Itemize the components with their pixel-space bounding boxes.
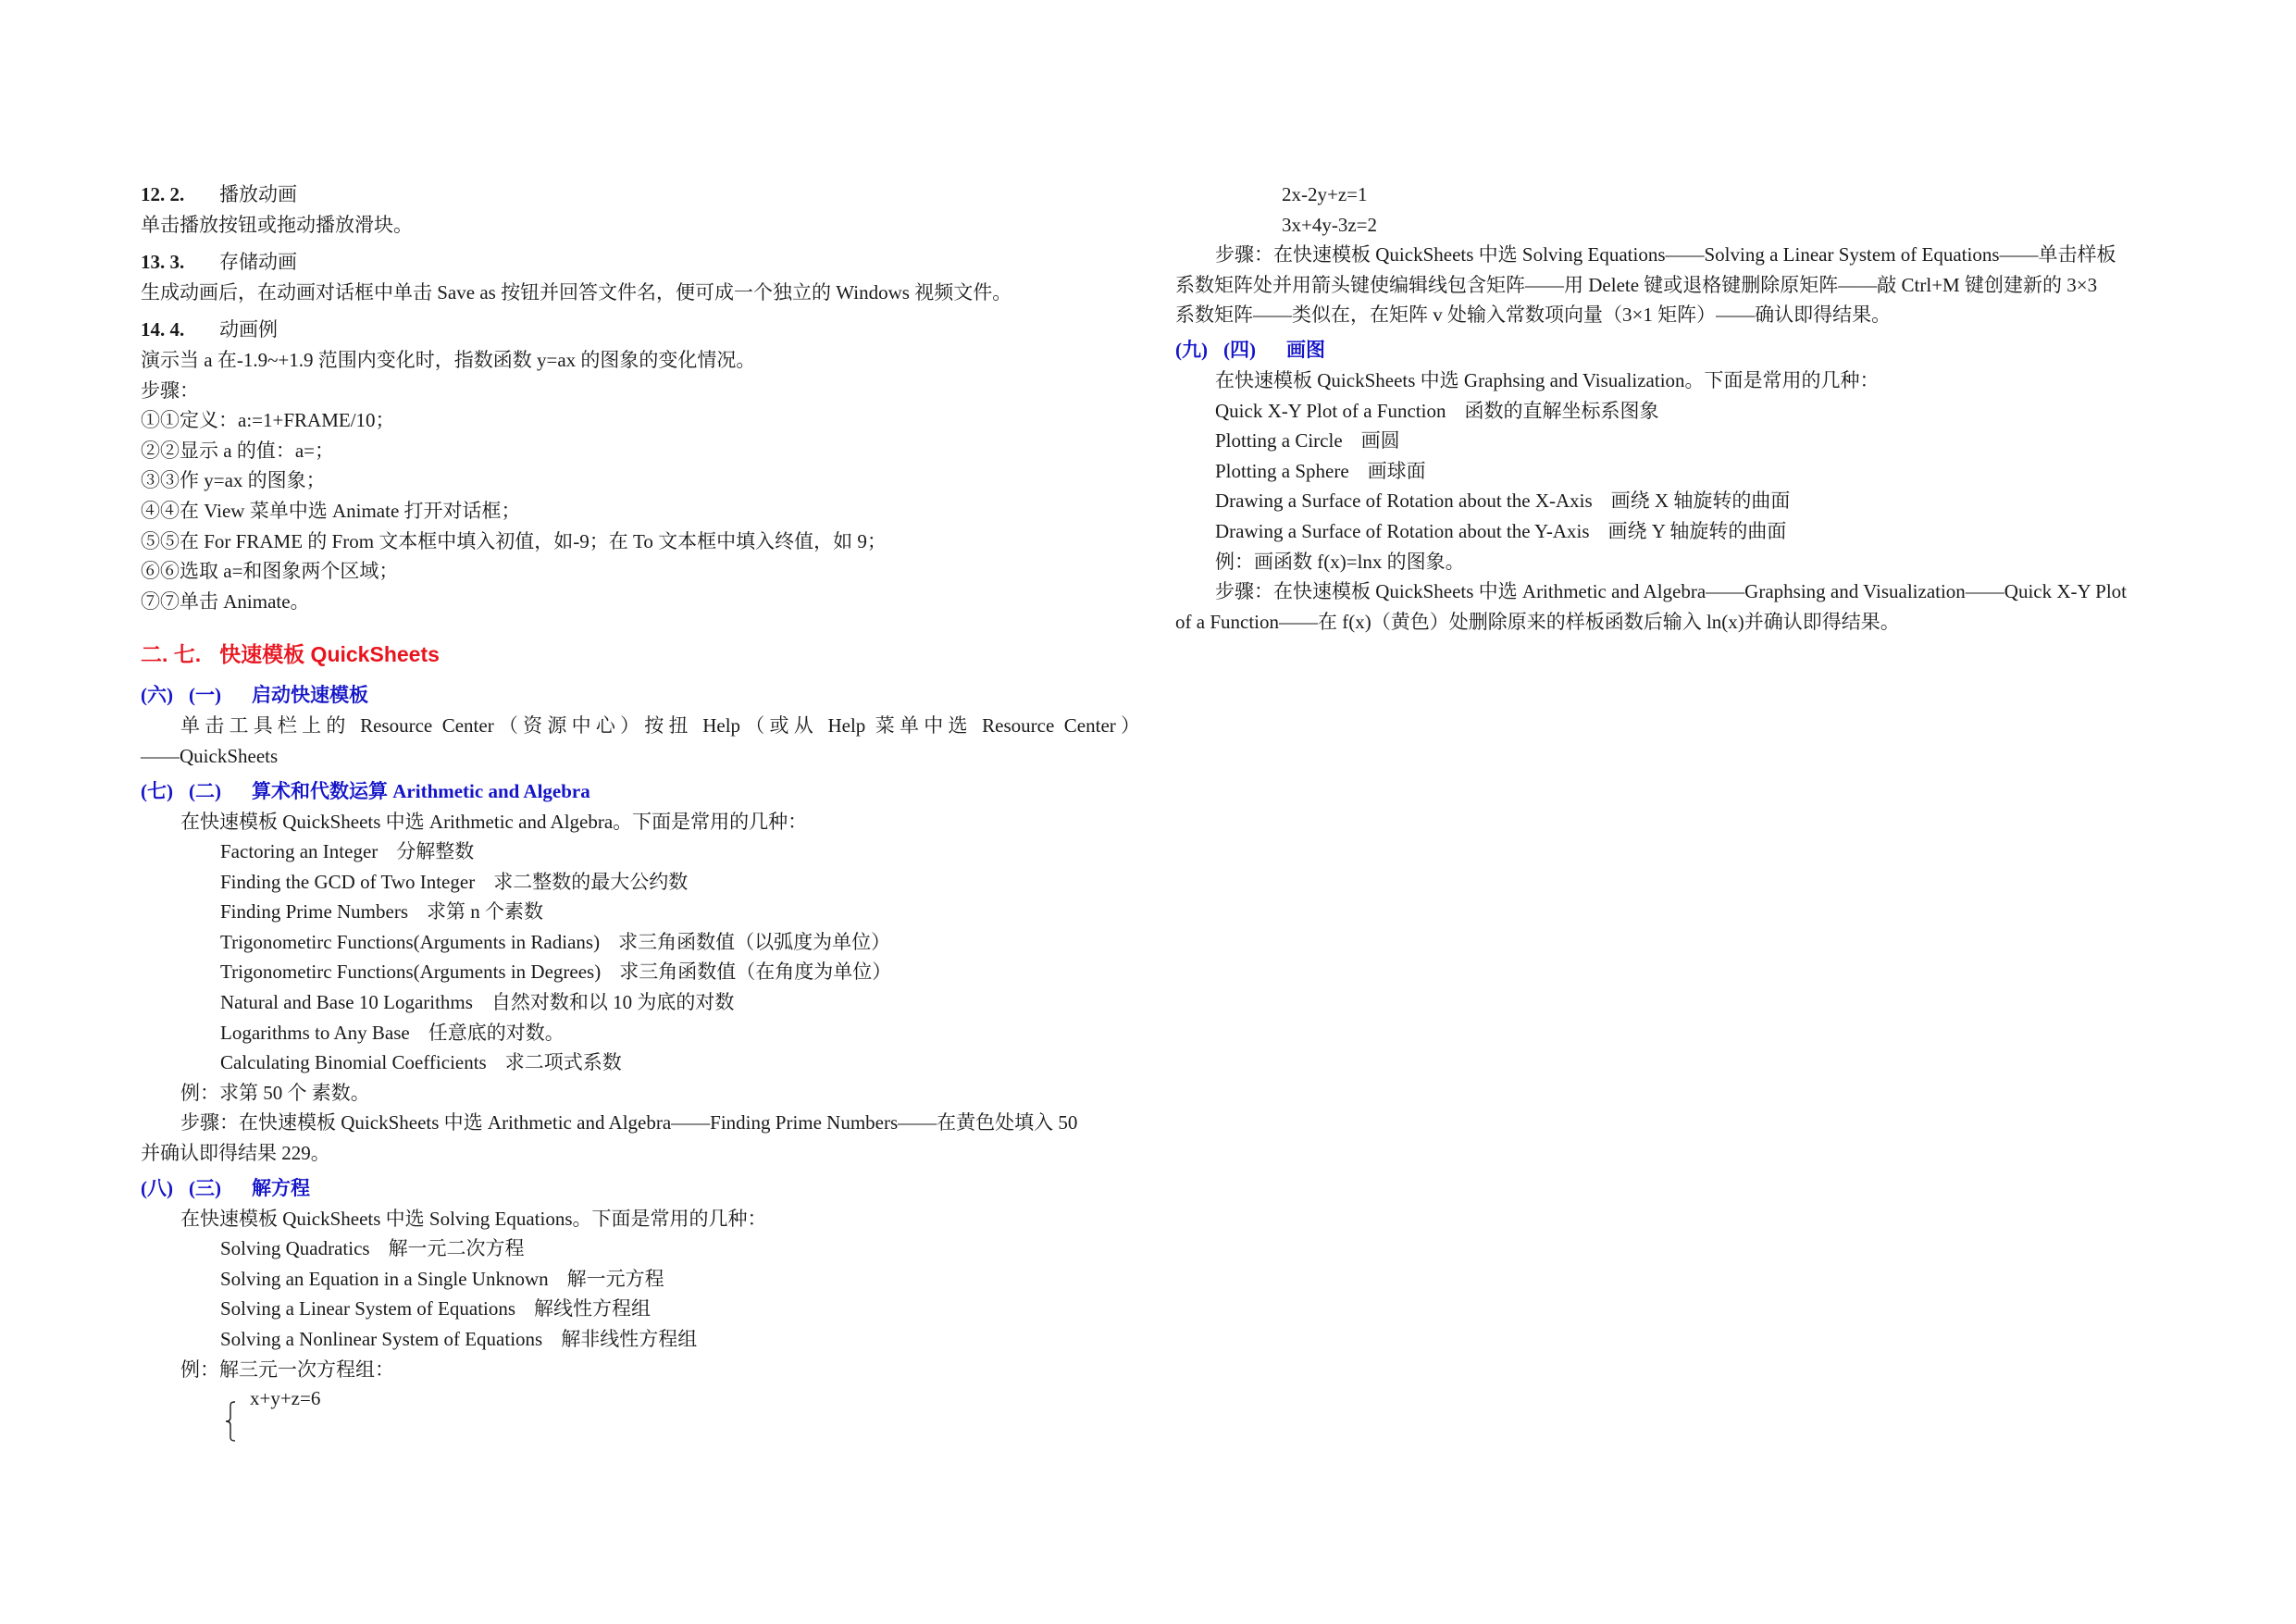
list-item: Plotting a Sphere 画球面 — [1215, 459, 1426, 482]
step-item: ①①定义：a:=1+FRAME/10； — [141, 409, 395, 432]
list-item: Factoring an Integer 分解整数 — [220, 840, 475, 863]
paragraph: 步骤：在快速模板 QuickSheets 中选 Arithmetic and Algebra——Graphsing and Visualization——Quick X-Y Plot — [1215, 580, 2128, 603]
section-heading: (六) (一) 启动快速模板 — [141, 684, 368, 707]
left-column — [141, 180, 1140, 1449]
paragraph: 生成动画后，在动画对话框中单击 Save as 按钮并回答文件名，便可成一个独立的 Windows 视频文件。 — [141, 280, 1012, 304]
list-item: Quick X-Y Plot of a Function 函数的直解坐标系图象 — [1215, 399, 1659, 422]
paragraph: ——QuickSheets — [141, 744, 279, 767]
list-item: Drawing a Surface of Rotation about the Y-Axis 画绕 Y 轴旋转的曲面 — [1215, 519, 1787, 542]
step-item: ④④在 View 菜单中选 Animate 打开对话框； — [141, 499, 521, 522]
example-text: 例：解三元一次方程组： — [180, 1357, 394, 1381]
section-heading: (七) (二) 算术和代数运算 Arithmetic and Algebra — [141, 779, 590, 802]
paragraph: 在快速模板 QuickSheets 中选 Solving Equations。下面是常用的几种： — [180, 1207, 767, 1230]
equation-system — [141, 1384, 1140, 1449]
list-item: Plotting a Circle 画圆 — [1215, 429, 1400, 452]
list-item: Solving a Nonlinear System of Equations 解非线性方程组 — [220, 1328, 698, 1350]
section-heading: (九) (四) 画图 — [1175, 338, 1325, 361]
step-item: ③③作 y=ax 的图象； — [141, 469, 326, 492]
paragraph: 演示当 a 在-1.9~+1.9 范围内变化时，指数函数 y=ax 的图象的变化情况。 — [141, 348, 756, 371]
steps-label: 步骤： — [141, 378, 199, 402]
step-item: ⑦⑦单击 Animate。 — [141, 589, 310, 613]
step-item: ②②显示 a 的值：a=； — [141, 439, 334, 462]
paragraph: 步骤：在快速模板 QuickSheets 中选 Arithmetic and Algebra——Finding Prime Numbers——在黄色处填入 50 — [180, 1111, 1078, 1134]
list-item: Trigonometirc Functions(Arguments in Radians) 求三角函数值（以弧度为单位） — [220, 930, 891, 953]
list-item: Calculating Binomial Coefficients 求二项式系数 — [220, 1051, 622, 1074]
list-item: Drawing a Surface of Rotation about the X-Axis 画绕 X 轴旋转的曲面 — [1215, 490, 1791, 513]
list-item: Logarithms to Any Base 任意底的对数。 — [220, 1021, 565, 1044]
list-item: Trigonometirc Functions(Arguments in Degrees) 求三角函数值（在角度为单位） — [220, 961, 892, 984]
paragraph: 在快速模板 QuickSheets 中选 Graphsing and Visualization。下面是常用的几种： — [1215, 368, 1880, 391]
list-item: Natural and Base 10 Logarithms 自然对数和以 10 为底的对数 — [220, 991, 735, 1014]
example-text: 例：画函数 f(x)=lnx 的图象。 — [1215, 550, 1465, 573]
chapter-heading: 二. 七. 快速模板 QuickSheets — [141, 642, 440, 667]
right-column — [1175, 180, 2175, 637]
subsection-heading: 12. 2. 播放动画 — [141, 183, 297, 205]
list-item: Solving a Linear System of Equations 解线性方程组 — [220, 1297, 652, 1320]
paragraph: 单击工具栏上的 Resource Center（资源中心）按扭 Help（或从 Help 菜单中选 Resource Center） — [180, 714, 1140, 738]
list-item: Finding Prime Numbers 求第 n 个素数 — [220, 900, 543, 924]
paragraph: 系数矩阵处并用箭头键使编辑线包含矩阵——用 Delete 键或退格键删除原矩阵——敲 Ctrl+M 键创建新的 3×3 — [1175, 273, 2098, 296]
paragraph: 系数矩阵——类似在，在矩阵 v 处输入常数项向量（3×1 矩阵）——确认即得结果。 — [1175, 304, 1892, 327]
paragraph: of a Function——在 f(x)（黄色）处删除原来的样板函数后输入 ln(x)并确认即得结果。 — [1175, 610, 1900, 633]
list-item: Solving an Equation in a Single Unknown 解一元方程 — [220, 1267, 664, 1290]
paragraph: 单击播放按钮或拖动播放滑块。 — [141, 213, 413, 236]
equation-line: 3x+4y-3z=2 — [1282, 213, 1378, 236]
left-brace-icon — [224, 1401, 237, 1442]
equation-line: 2x-2y+z=1 — [1282, 183, 1368, 205]
example-text: 例：求第 50 个 素数。 — [180, 1081, 370, 1104]
subsection-heading: 14. 4. 动画例 — [141, 318, 278, 341]
paragraph: 步骤：在快速模板 QuickSheets 中选 Solving Equations——Solving a Linear System of Equations——单击样板 — [1215, 243, 2116, 267]
section-heading: (八) (三) 解方程 — [141, 1176, 310, 1199]
step-item: ⑤⑤在 For FRAME 的 From 文本框中填入初值，如-9；在 To 文本框中填入终值，如 9； — [141, 529, 887, 552]
paragraph: 并确认即得结果 229。 — [141, 1142, 330, 1165]
step-item: ⑥⑥选取 a=和图象两个区域； — [141, 560, 399, 583]
paragraph: 在快速模板 QuickSheets 中选 Arithmetic and Algebra。下面是常用的几种： — [180, 810, 808, 833]
subsection-heading: 13. 3. 存储动画 — [141, 251, 297, 274]
equation-line: x+y+z=6 — [250, 1387, 321, 1410]
list-item: Finding the GCD of Two Integer 求二整数的最大公约数 — [220, 870, 689, 893]
list-item: Solving Quadratics 解一元二次方程 — [220, 1237, 525, 1260]
